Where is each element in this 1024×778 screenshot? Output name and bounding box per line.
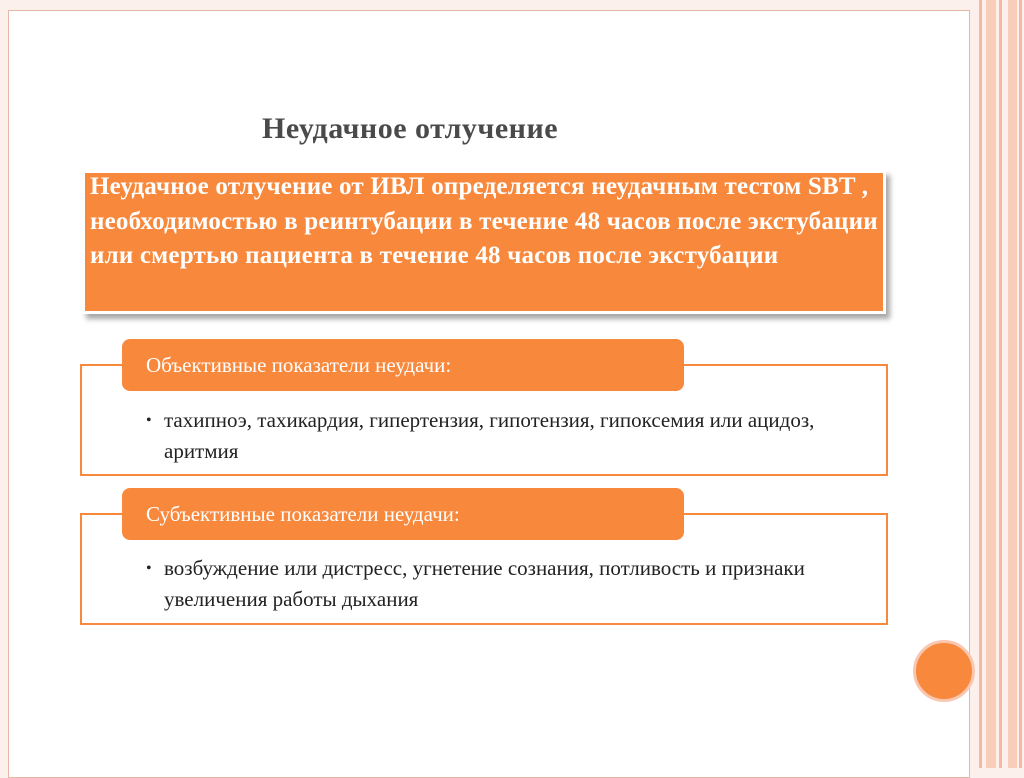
subjective-label: Субъективные показатели неудачи: <box>122 488 684 540</box>
decor-stripe <box>1008 0 1017 768</box>
decor-stripe <box>979 0 982 768</box>
bullet-dot: • <box>146 412 152 429</box>
slide-title: Неудачное отлучение <box>262 112 559 145</box>
objective-label: Объективные показатели неудачи: <box>122 339 684 391</box>
decor-stripe <box>1019 0 1022 768</box>
objective-bullet <box>146 405 866 467</box>
subjective-bullet-text: возбуждение или дистресс, угнетение сознания, потливость и признаки увеличения работы дыхания <box>164 556 805 611</box>
decor-circle <box>913 640 975 702</box>
bullet-dot: • <box>146 560 152 577</box>
subjective-bullet <box>146 553 866 615</box>
decor-stripe <box>986 0 996 768</box>
objective-bullet-text: тахипноэ, тахикардия, гипертензия, гипотензия, гипоксемия или ацидоз, аритмия <box>164 408 815 463</box>
decor-stripe <box>999 0 1002 768</box>
definition-text: Неудачное отлучение от ИВЛ определяется неудачным тестом SBT , необходимостью в реинтубации в течение 48 часов после экстубации или смертью пациента в течение 48 часов после экстубации <box>90 173 878 269</box>
